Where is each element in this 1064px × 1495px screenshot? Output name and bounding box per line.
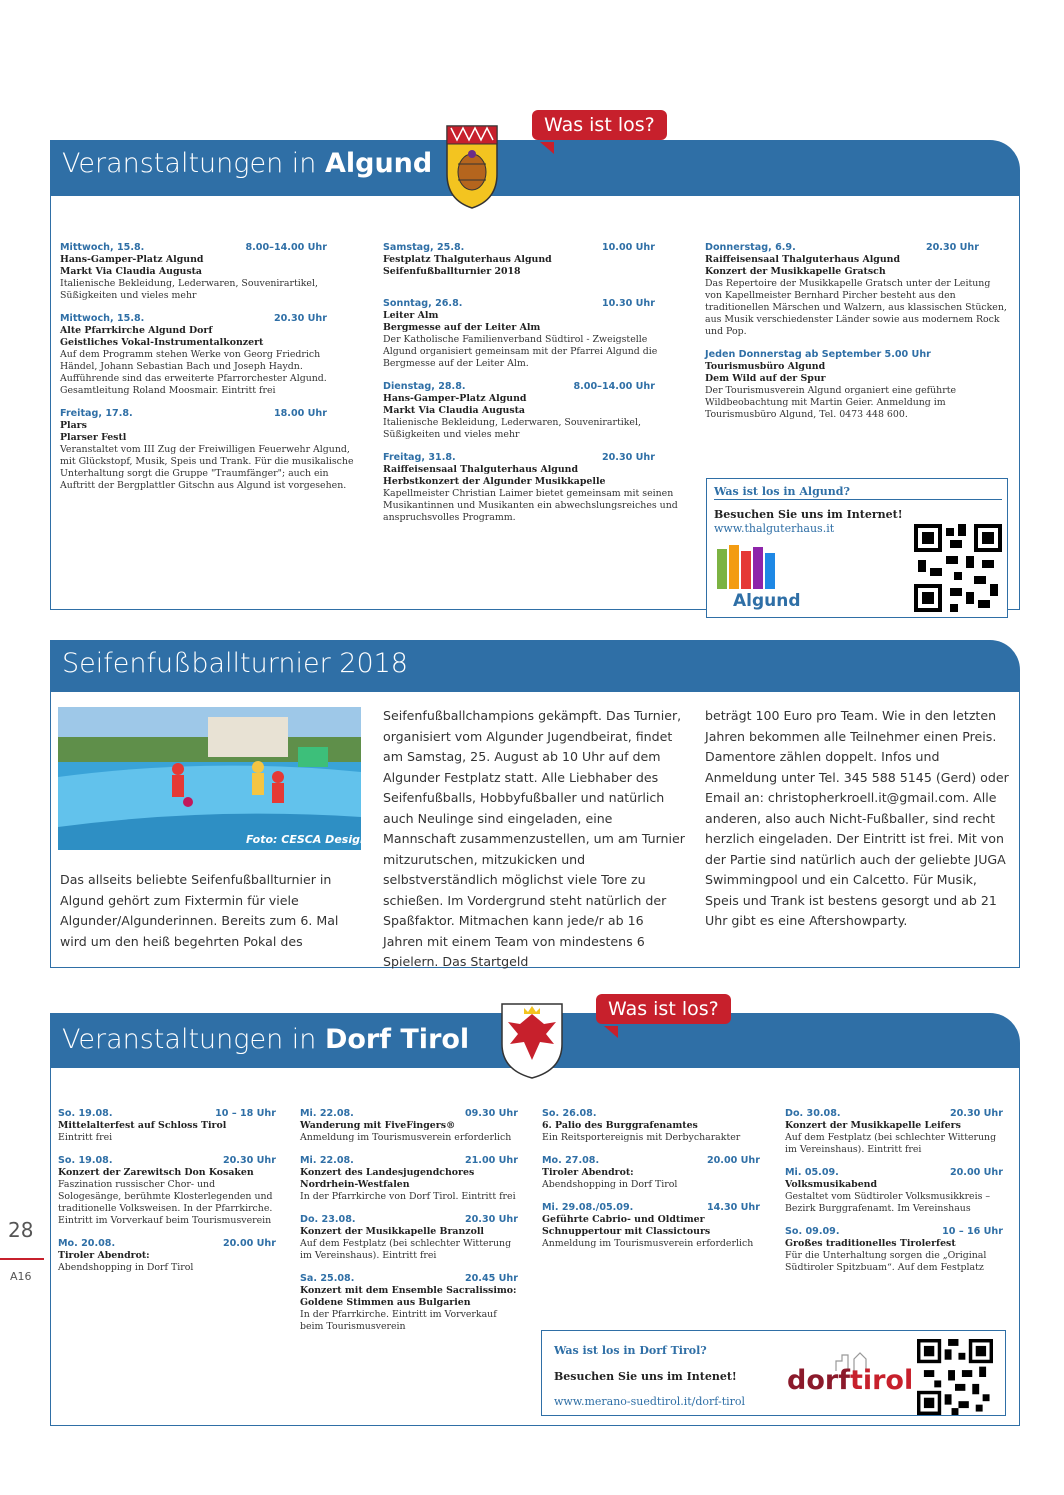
event-desc: Auf dem Festplatz (bei schlechter Witterung im Vereinshaus). Eintritt frei	[785, 1132, 997, 1155]
algund-crest-icon	[443, 122, 501, 210]
event-item	[705, 349, 1007, 421]
event-item	[542, 1202, 764, 1250]
article-heading: Seifenfußballturnier 2018	[62, 648, 408, 679]
event-item	[383, 452, 683, 524]
qr-code-icon[interactable]	[914, 524, 1002, 612]
event-title: Volksmusikabend	[785, 1179, 878, 1190]
event-desc: Auf dem Festplatz (bei schlechter Witterung im Vereinshaus). Eintritt frei	[300, 1238, 512, 1261]
event-date: Do. 23.08.	[300, 1214, 356, 1225]
event-date: So. 09.09.	[785, 1226, 840, 1237]
tirol-col-1	[58, 1108, 280, 1285]
event-date: Sa. 25.08.	[300, 1273, 355, 1284]
event-desc: Für die Unterhaltung sorgen die „Original Südtiroler Spitzbuam“. Auf dem Festplatz	[785, 1250, 987, 1273]
dorftirol-logo: dorftirol	[787, 1365, 914, 1396]
event-location: Tourismusbüro Algund	[705, 361, 826, 372]
event-location: Raiffeisensaal Thalguterhaus Algund	[705, 254, 901, 265]
tirol-heading: Veranstaltungen in Dorf Tirol	[62, 1024, 470, 1055]
event-title: Geistliches Vokal-Instrumentalkonzert	[60, 337, 264, 348]
event-time	[979, 349, 1007, 361]
event-time: 8.00–14.00 Uhr	[573, 381, 655, 392]
event-desc: In der Pfarrkirche. Eintritt im Vorverkauf beim Tourismusverein	[300, 1309, 497, 1332]
event-date: Mo. 27.08.	[542, 1155, 600, 1166]
tirol-eagle-crest-icon	[498, 1000, 566, 1080]
event-item	[383, 381, 683, 441]
event-date: Do. 30.08.	[785, 1108, 841, 1119]
article-col-2: Seifenfußballchampions gekämpft. Das Turnier, organisiert vom Algunder Jugendbeirat, findet am Samstag, 25. August ab 10 Uhr auf dem Algunder Festplatz statt. Alle Liebhaber des Seifenfußballs, Hobbyfußballer und natürlich auch Neulinge sind eingeladen, eine Mannschaft zusammenzustellen, um am Turnier mitzurutschen, mitzukicken und selbstverständlich möglichst viele Tore zu schießen. Im Vordergrund steht natürlich der Spaßfaktor. Mitmachen kann jede/r ab 16 Jahren mit einem Team von mindestens 6 Spielern. Das Startgeld	[383, 708, 685, 969]
photo-credit: Foto: CESCA Design	[246, 833, 368, 846]
algund-info-box	[706, 478, 1008, 618]
event-time: 20.30 Uhr	[949, 1108, 1003, 1119]
event-date: Freitag, 17.8.	[60, 408, 133, 419]
event-title: Konzert der Zarewitsch Don Kosaken	[58, 1167, 254, 1178]
event-time: 20.45 Uhr	[464, 1273, 518, 1284]
event-time: 20.30 Uhr	[925, 242, 979, 253]
soap-football-photo	[58, 707, 361, 850]
algund-logo-icon	[715, 545, 785, 595]
tirol-bubble: Was ist los?	[596, 994, 731, 1024]
event-item	[58, 1155, 280, 1227]
event-desc: Eintritt frei	[58, 1132, 113, 1143]
event-desc: Abendshopping in Dorf Tirol	[58, 1262, 194, 1273]
event-title: Konzert der Musikkapelle Leifers	[785, 1120, 961, 1131]
event-item	[785, 1167, 1007, 1215]
event-title: Markt Via Claudia Augusta	[383, 405, 526, 416]
event-time: 10 – 16 Uhr	[942, 1226, 1003, 1237]
event-time: 20.30 Uhr	[273, 313, 327, 324]
page-number: 28	[8, 1218, 34, 1242]
event-title: Konzert der Musikkapelle Branzoll	[300, 1226, 484, 1237]
event-title: 6. Palio des Burggrafenamtes	[542, 1120, 698, 1131]
event-title: Markt Via Claudia Augusta	[60, 266, 203, 277]
tirol-col-4	[785, 1108, 1007, 1285]
event-desc: Veranstaltet vom III Zug der Freiwilligen Feuerwehr Algund, mit Glückstopf, Musik, Speis und Trank. Für die musikalische Unterhaltung sorgt die Gruppe "Traumfänger"; auch ein Auftritt der Bergplattler Gitschn aus Algund ist vorgesehen.	[60, 444, 354, 491]
event-location: Hans-Gamper-Platz Algund	[383, 393, 527, 404]
event-date: Mi. 29.08./05.09.	[542, 1202, 634, 1213]
event-desc: In der Pfarrkirche von Dorf Tirol. Eintritt frei	[300, 1191, 516, 1202]
event-title: Wanderung mit FiveFingers®	[300, 1120, 456, 1131]
event-item	[58, 1238, 280, 1274]
event-desc: Kapellmeister Christian Laimer bietet gemeinsam mit seinen Musikantinnen und Musikanten ein abwechslungsreiches und anspruchsvolles Programm.	[383, 488, 678, 523]
event-date: Mi. 05.09.	[785, 1167, 839, 1178]
event-date: So. 26.08.	[542, 1108, 597, 1119]
event-title: Großes traditionelles Tirolerfest	[785, 1238, 956, 1249]
event-item	[60, 242, 355, 302]
event-location: Festplatz Thalguterhaus Algund	[383, 254, 552, 265]
event-time	[760, 1108, 764, 1120]
event-date: Samstag, 25.8.	[383, 242, 465, 253]
event-time: 18.00 Uhr	[273, 408, 327, 419]
page-code: A16	[10, 1270, 32, 1283]
tirol-col-2	[300, 1108, 522, 1344]
qr-code-icon[interactable]	[917, 1339, 993, 1415]
algund-col-3	[705, 242, 1007, 432]
event-item	[300, 1273, 522, 1333]
event-location: Leiter Alm	[383, 310, 439, 321]
event-time: 10.30 Uhr	[601, 298, 655, 309]
event-date: Mo. 20.08.	[58, 1238, 116, 1249]
event-desc: Abendshopping in Dorf Tirol	[542, 1179, 678, 1190]
event-time: 10 – 18 Uhr	[215, 1108, 276, 1119]
event-item	[542, 1155, 764, 1191]
event-location: Alte Pfarrkirche Algund Dorf	[60, 325, 213, 336]
event-desc: Der Katholische Familienverband Südtirol - Zweigstelle Algund organisiert gemeinsam mit der Pfarrei Algund die Bergmesse auf der Leiter Alm.	[383, 334, 658, 369]
event-time: 14.30 Uhr	[706, 1202, 760, 1213]
article-col-3: beträgt 100 Euro pro Team. Wie in den letzten Jahren bekommen alle Teilnehmer einen Preis. Damentore zählen doppelt. Infos und Anmeldung unter Tel. 345 588 5145 (Gerd) oder Email an: christopherkroell.it@gmail.com. Alle anderen, also auch Nicht-Fußballer, sind recht herzlich eingeladen. Der Eintritt ist frei. Mit von der Partie sind natürlich auch der geliebte JUGA Swimmingpool und ein Calcetto. Für Musik, Speis und Trank ist bestens gesorgt und ab 21 Uhr gibt es eine Aftershowparty.	[705, 708, 1009, 928]
event-item	[542, 1108, 764, 1144]
event-item	[300, 1214, 522, 1262]
event-title: Tiroler Abendrot:	[542, 1167, 634, 1178]
event-item	[300, 1155, 522, 1203]
event-title: Bergmesse auf der Leiter Alm	[383, 322, 541, 333]
event-date: So. 19.08.	[58, 1155, 113, 1166]
event-title: Konzert der Musikkapelle Gratsch	[705, 266, 886, 277]
event-location: Plars	[60, 420, 87, 431]
event-title: Dem Wild auf der Spur	[705, 373, 826, 384]
event-title: Seifenfußballturnier 2018	[383, 266, 521, 277]
event-time: 8.00–14.00 Uhr	[245, 242, 327, 253]
info-title: Was ist los in Dorf Tirol?	[554, 1344, 707, 1357]
event-date: So. 19.08.	[58, 1108, 113, 1119]
event-date: Jeden Donnerstag ab September 5.00 Uhr	[705, 349, 931, 360]
event-date: Freitag, 31.8.	[383, 452, 456, 463]
tirol-info-box	[541, 1330, 1006, 1416]
event-time: 20.00 Uhr	[706, 1155, 760, 1166]
event-item	[60, 408, 355, 492]
info-link[interactable]: www.merano-suedtirol.it/dorf-tirol	[554, 1395, 746, 1408]
event-title: Herbstkonzert der Algunder Musikkapelle	[383, 476, 606, 487]
event-desc: Das Repertoire der Musikkapelle Gratsch unter der Leitung von Kapellmeister Bernhard Pircher besteht aus den traditionellen Märschen und Walzern, aus klassischen Stücken, aus Musik verschiedenster Länder sowie aus modernem Rock und Pop.	[705, 278, 1007, 337]
event-item	[785, 1108, 1007, 1156]
event-item	[300, 1108, 522, 1144]
event-desc: Der Tourismusverein Algund organiert eine geführte Wildbeobachtung mit Martin Geier. Anmeldung im Tourismusbüro Algund, Tel. 0473 448 600.	[705, 385, 957, 420]
event-desc: Auf dem Programm stehen Werke von Georg Friedrich Händel, Johann Sebastian Bach und Joseph Haydn. Aufführende sind das erweiterte Pfarrorchester Algund. Gesamtleitung Roland Moosmair. Eintritt frei	[60, 349, 327, 396]
event-time: 21.00 Uhr	[464, 1155, 518, 1166]
info-subtitle: Besuchen Sie uns im Internet!	[714, 508, 903, 521]
algund-heading: Veranstaltungen in Algund	[62, 148, 433, 179]
event-desc: Italienische Bekleidung, Lederwaren, Souvenirartikel, Süßigkeiten und vieles mehr	[383, 417, 641, 440]
event-date: Mi. 22.08.	[300, 1108, 354, 1119]
event-time: 09.30 Uhr	[464, 1108, 518, 1119]
article-col-1: Das allseits beliebte Seifenfußballturnier in Algund gehört zum Fixtermin für viele Algunder/Algunderinnen. Bereits zum 6. Mal wird um den heiß begehrten Pokal des	[60, 872, 339, 949]
event-title: Plarser Festl	[60, 432, 127, 443]
algund-col-2	[383, 242, 683, 535]
event-item	[60, 313, 355, 397]
info-title: Was ist los in Algund?	[714, 485, 850, 498]
event-item	[383, 242, 683, 278]
page-divider	[0, 1258, 44, 1260]
event-item	[383, 298, 683, 370]
event-date: Mi. 22.08.	[300, 1155, 354, 1166]
info-link[interactable]: www.thalguterhaus.it	[714, 522, 835, 535]
tirol-col-3	[542, 1108, 764, 1261]
event-location: Raiffeisensaal Thalguterhaus Algund	[383, 464, 579, 475]
event-title: Tiroler Abendrot:	[58, 1250, 150, 1261]
event-item	[58, 1108, 280, 1144]
algund-logo-text: Algund	[733, 591, 801, 611]
event-time: 20.00 Uhr	[949, 1167, 1003, 1178]
event-time: 20.30 Uhr	[601, 452, 655, 463]
event-title: Geführte Cabrio- und Oldtimer Schnuppertour mit Classictours	[542, 1214, 711, 1237]
event-desc: Faszination russischer Chor- und Sologesänge, berühmte Klosterlegenden und traditionelle Volksweisen. In der Pfarrkirche. Eintritt im Vorverkauf beim Tourismusverein	[58, 1179, 273, 1226]
info-subtitle: Besuchen Sie uns im Intenet!	[554, 1370, 737, 1383]
event-item	[705, 242, 1007, 338]
event-desc: Ein Reitsportereignis mit Derbycharakter	[542, 1132, 741, 1143]
event-time: 20.00 Uhr	[222, 1238, 276, 1249]
info-divider	[714, 499, 1002, 500]
event-desc: Italienische Bekleidung, Lederwaren, Souvenirartikel, Süßigkeiten und vieles mehr	[60, 278, 318, 301]
algund-bubble: Was ist los?	[532, 110, 667, 140]
algund-col-1	[60, 242, 355, 503]
event-date: Mittwoch, 15.8.	[60, 313, 145, 324]
event-time: 10.00 Uhr	[601, 242, 655, 253]
event-desc: Gestaltet vom Südtiroler Volksmusikkreis – Bezirk Burggrafenamt. Im Vereinshaus	[785, 1191, 991, 1214]
event-item	[785, 1226, 1007, 1274]
event-title: Konzert mit dem Ensemble Sacralissimo: Goldene Stimmen aus Bulgarien	[300, 1285, 517, 1308]
event-desc: Anmeldung im Tourismusverein erforderlich	[300, 1132, 512, 1143]
event-desc: Anmeldung im Tourismusverein erforderlich	[542, 1238, 754, 1249]
algund-bubble-tail	[540, 142, 554, 154]
event-title: Mittelalterfest auf Schloss Tirol	[58, 1120, 227, 1131]
event-date: Sonntag, 26.8.	[383, 298, 463, 309]
event-date: Dienstag, 28.8.	[383, 381, 466, 392]
tirol-bubble-tail	[604, 1026, 618, 1038]
event-date: Mittwoch, 15.8.	[60, 242, 145, 253]
event-time: 20.30 Uhr	[464, 1214, 518, 1225]
event-time: 20.30 Uhr	[222, 1155, 276, 1166]
event-date: Donnerstag, 6.9.	[705, 242, 796, 253]
event-location: Hans-Gamper-Platz Algund	[60, 254, 204, 265]
event-title: Konzert des Landesjugendchores Nordrhein-Westfalen	[300, 1167, 475, 1190]
